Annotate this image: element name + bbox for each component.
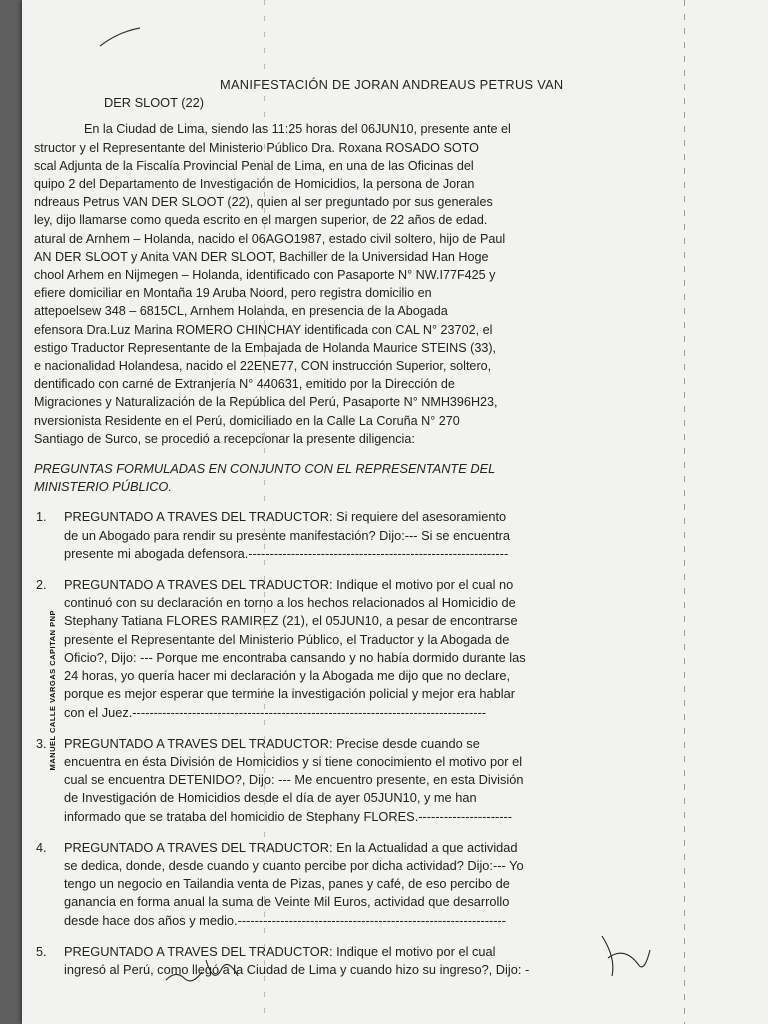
question-line: presente mi abogada defensora.------------------------------------------------------------- bbox=[64, 545, 509, 561]
question-line: tengo un negocio en Tailandia venta de Pizas, panes y café, de eso percibo de bbox=[64, 876, 510, 892]
intro-line: Santiago de Surco, se procedió a recepcionar la presente diligencia: bbox=[34, 431, 415, 446]
intro-line: quipo 2 del Departamento de Investigación de Homicidios, la persona de Joran bbox=[34, 177, 475, 192]
question-number: 4. bbox=[36, 840, 47, 855]
intro-line: estigo Traductor Representante de la Embajada de Holanda Maurice STEINS (33), bbox=[34, 340, 497, 355]
question-line: PREGUNTADO A TRAVES DEL TRADUCTOR: En la Actualidad a que actividad bbox=[64, 839, 518, 855]
intro-line: e nacionalidad Holandesa, nacido el 22ENE77, CON instrucción Superior, soltero, bbox=[34, 359, 492, 374]
document-title: MANIFESTACIÓN DE JORAN ANDREAUS PETRUS VAN bbox=[220, 77, 564, 92]
pen-mark bbox=[98, 26, 143, 48]
question-number: 3. bbox=[36, 736, 47, 751]
question-line: presente el Representante del Ministerio Público, el Traductor y la Abogada de bbox=[64, 631, 510, 647]
question-line: continuó con su declaración en torno a los hechos relacionados al Homicidio de bbox=[64, 595, 516, 611]
question-line: PREGUNTADO A TRAVES DEL TRADUCTOR: Si requiere del asesoramiento bbox=[64, 509, 507, 525]
fold-line bbox=[684, 0, 685, 1024]
officer-stamp: MANUEL CALLE VARGAS CAPITAN PNP bbox=[48, 610, 57, 771]
intro-line: AN DER SLOOT y Anita VAN DER SLOOT, Bachiller de la Universidad Han Hoge bbox=[34, 249, 489, 264]
section-heading-line: MINISTERIO PÚBLICO. bbox=[34, 479, 172, 495]
question-line: cual se encuentra DETENIDO?, Dijo: --- Me encuentro presente, en esta División bbox=[64, 772, 524, 788]
intro-line: attepoelsew 348 – 6815CL, Arnhem Holanda, en presencia de la Abogada bbox=[34, 304, 448, 319]
question-line: encuentra en ésta División de Homicidios y si tiene conocimiento el motivo por el bbox=[64, 753, 523, 769]
section-heading bbox=[34, 460, 662, 496]
question-number: 1. bbox=[36, 510, 47, 525]
question-line: PREGUNTADO A TRAVES DEL TRADUCTOR: Indique el motivo por el cual no bbox=[64, 577, 514, 593]
question-line: PREGUNTADO A TRAVES DEL TRADUCTOR: Indique el motivo por el cual bbox=[64, 943, 496, 959]
question-line: informado que se trataba del homicidio de Stephany FLORES.---------------------- bbox=[64, 808, 513, 824]
question-line: ganancia en forma anual la suma de Veinte Mil Euros, actividad que desarrollo bbox=[64, 894, 510, 910]
intro-line: nversionista Residente en el Perú, domiciliado en la Calle La Coruña N° 270 bbox=[34, 413, 460, 428]
section-heading-line: PREGUNTAS FORMULADAS EN CONJUNTO CON EL REPRESENTANTE DEL bbox=[34, 461, 496, 477]
question-item bbox=[34, 943, 662, 979]
question-item bbox=[34, 508, 662, 563]
question-item bbox=[34, 735, 662, 826]
question-line: 24 horas, yo quería hacer mi declaración y la Abogada me dijo que no declare, bbox=[64, 668, 511, 684]
question-line: de un Abogado para rendir su presente manifestación? Dijo:--- Si se encuentra bbox=[64, 527, 511, 543]
question-body bbox=[64, 735, 662, 826]
question-number: 5. bbox=[36, 944, 47, 959]
question-line: porque es mejor esperar que termine la investigación policial y mejor era hablar bbox=[64, 686, 515, 702]
signature-mark bbox=[594, 928, 654, 983]
intro-line: atural de Arnhem – Holanda, nacido el 06AGO1987, estado civil soltero, hijo de Paul bbox=[34, 231, 506, 246]
question-body bbox=[64, 576, 662, 722]
signature-mark bbox=[162, 950, 242, 990]
question-line: desde hace dos años y medio.--------------------------------------------------------------- bbox=[64, 912, 507, 928]
intro-line: efensora Dra.Luz Marina ROMERO CHINCHAY identificada con CAL N° 23702, el bbox=[34, 322, 493, 337]
document-content bbox=[34, 76, 662, 992]
question-line: Oficio?, Dijo: --- Porque me encontraba cansando y no había dormido durante las bbox=[64, 649, 526, 665]
question-body bbox=[64, 943, 662, 979]
question-line: de Investigación de Homicidios desde el día de ayer 05JUN10, y me han bbox=[64, 790, 477, 806]
intro-line: structor y el Representante del Ministerio Público Dra. Roxana ROSADO SOTO bbox=[34, 140, 479, 155]
intro-line: scal Adjunta de la Fiscalía Provincial Penal de Lima, en una de las Oficinas del bbox=[34, 158, 474, 173]
question-line: PREGUNTADO A TRAVES DEL TRADUCTOR: Precise desde cuando se bbox=[64, 735, 480, 751]
question-line: ingresó al Perú, como llegó a la Ciudad de Lima y cuando hizo su ingreso?, Dijo: - bbox=[64, 961, 530, 977]
question-body bbox=[64, 508, 662, 563]
question-line: con el Juez.----------------------------------------------------------------------------------- bbox=[64, 704, 486, 720]
question-line: Stephany Tatiana FLORES RAMIREZ (21), el 05JUN10, a pesar de encontrarse bbox=[64, 613, 518, 629]
intro-line: chool Arhem en Nijmegen – Holanda, identificado con Pasaporte N° NW.I77F425 y bbox=[34, 268, 496, 283]
question-line: se dedica, donde, desde cuando y cuanto percibe por dicha actividad? Dijo:--- Yo bbox=[64, 857, 524, 873]
intro-line: En la Ciudad de Lima, siendo las 11:25 horas del 06JUN10, presente ante el bbox=[84, 122, 511, 137]
intro-line: ley, dijo llamarse como queda escrito en el margen superior, de 22 años de edad. bbox=[34, 213, 488, 228]
intro-paragraph bbox=[34, 120, 662, 448]
question-body bbox=[64, 839, 662, 930]
document-title-continued: DER SLOOT (22) bbox=[104, 95, 205, 111]
intro-line: Migraciones y Naturalización de la República del Perú, Pasaporte N° NMH396H23, bbox=[34, 395, 498, 410]
question-item bbox=[34, 576, 662, 722]
question-item bbox=[34, 839, 662, 930]
intro-line: efiere domiciliar en Montaña 19 Aruba Noord, pero registra domicilio en bbox=[34, 286, 432, 301]
question-number: 2. bbox=[36, 578, 47, 593]
intro-line: ndreaus Petrus VAN DER SLOOT (22), quien al ser preguntado por sus generales bbox=[34, 195, 493, 210]
intro-line: dentificado con carné de Extranjería N° 440631, emitido por la Dirección de bbox=[34, 377, 455, 392]
